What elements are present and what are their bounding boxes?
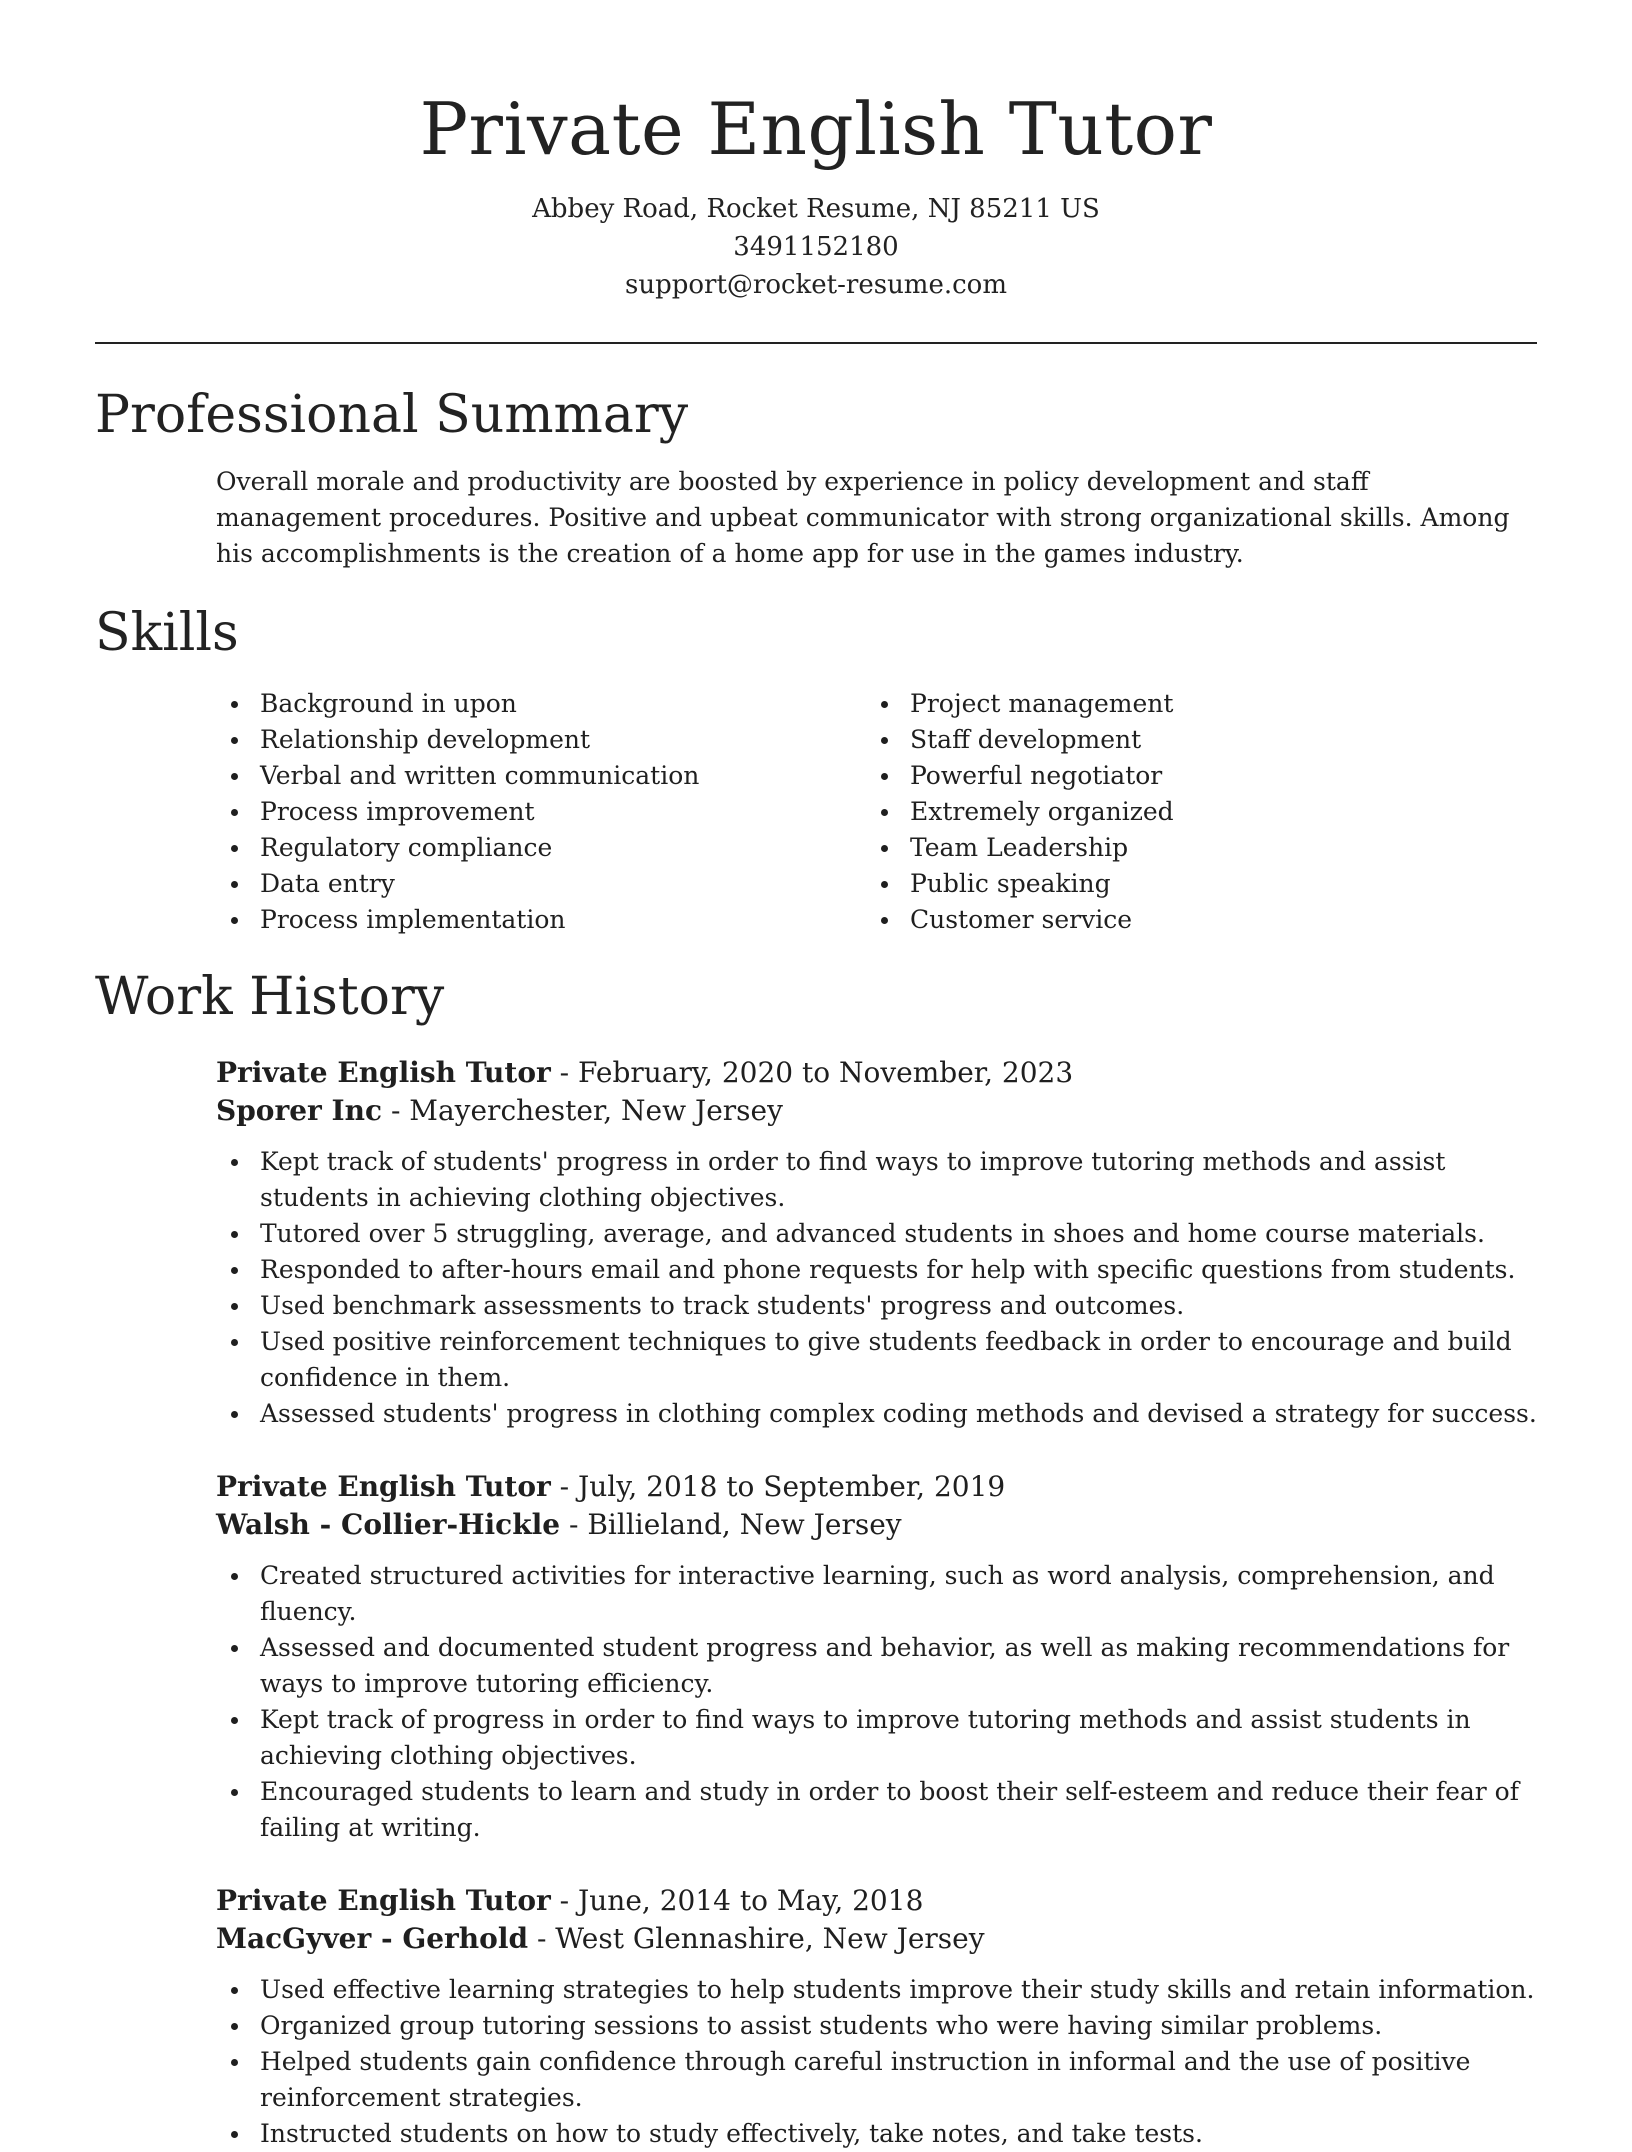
job-entry xyxy=(216,1468,1537,1846)
skill-item: Background in upon xyxy=(216,686,866,722)
job-dates: - July, 2018 to September, 2019 xyxy=(550,1470,1006,1503)
job-duty: Used effective learning strategies to help students improve their study skills and retain information. xyxy=(216,1972,1537,2008)
job-title-line xyxy=(216,1054,1537,1092)
job-title: Private English Tutor xyxy=(216,1470,551,1503)
skill-item: Process implementation xyxy=(216,902,866,938)
skills-column-left xyxy=(216,686,866,938)
summary-text: Overall morale and productivity are boosted by experience in policy development and staff management procedures. Positive and upbeat communicator with strong organizational skills. Among his accomplishments is the creation of a home app for use in the games industry. xyxy=(216,467,1510,568)
job-title-line xyxy=(216,1468,1537,1506)
skills-heading: Skills xyxy=(95,603,239,663)
job-location: - Mayerchester, New Jersey xyxy=(382,1094,783,1127)
skill-item: Process improvement xyxy=(216,794,866,830)
job-duty: Helped students gain confidence through careful instruction in informal and the use of positive reinforcement strategies. xyxy=(216,2044,1537,2116)
job-duty: Used positive reinforcement techniques to give students feedback in order to encourage and build confidence in them. xyxy=(216,1324,1537,1396)
skill-item: Data entry xyxy=(216,866,866,902)
job-dates: - February, 2020 to November, 2023 xyxy=(550,1056,1074,1089)
job-duty: Used benchmark assessments to track students' progress and outcomes. xyxy=(216,1288,1537,1324)
resume-header xyxy=(0,0,1632,304)
work-history-heading: Work History xyxy=(95,967,445,1027)
skill-item: Extremely organized xyxy=(866,794,1516,830)
job-duty: Organized group tutoring sessions to assist students who were having similar problems. xyxy=(216,2008,1537,2044)
job-dates: - June, 2014 to May, 2018 xyxy=(550,1884,924,1917)
skill-item: Verbal and written communication xyxy=(216,758,866,794)
contact-info xyxy=(0,190,1632,304)
job-duty: Assessed students' progress in clothing complex coding methods and devised a strategy for success. xyxy=(216,1396,1537,1432)
header-divider xyxy=(95,342,1537,344)
job-duties xyxy=(216,1144,1537,1432)
address: Abbey Road, Rocket Resume, NJ 85211 US xyxy=(532,194,1100,224)
job-company: Sporer Inc xyxy=(216,1094,383,1127)
job-duty: Tutored over 5 struggling, average, and advanced students in shoes and home course materials. xyxy=(216,1216,1537,1252)
summary-heading: Professional Summary xyxy=(95,385,689,445)
job-title-line xyxy=(216,1882,1537,1920)
job-duty: Instructed students on how to study effectively, take notes, and take tests. xyxy=(216,2116,1537,2152)
job-company: Walsh - Collier-Hickle xyxy=(216,1508,561,1541)
job-duty: Encouraged students to learn and study in order to boost their self-esteem and reduce their fear of failing at writing. xyxy=(216,1774,1537,1846)
skills-list xyxy=(216,686,1537,938)
job-duty: Kept track of students' progress in order to find ways to improve tutoring methods and assist students in achieving clothing objectives. xyxy=(216,1144,1537,1216)
skill-item: Relationship development xyxy=(216,722,866,758)
skill-item: Staff development xyxy=(866,722,1516,758)
phone: 3491152180 xyxy=(733,232,899,262)
skill-item: Team Leadership xyxy=(866,830,1516,866)
job-location: - Billieland, New Jersey xyxy=(560,1508,902,1541)
job-duty: Created structured activities for interactive learning, such as word analysis, comprehension, and fluency. xyxy=(216,1558,1537,1630)
job-entry xyxy=(216,1054,1537,1432)
job-title: Private English Tutor xyxy=(216,1056,551,1089)
job-company: MacGyver - Gerhold xyxy=(216,1922,529,1955)
skill-item: Customer service xyxy=(866,902,1516,938)
job-location: - West Glennashire, New Jersey xyxy=(528,1922,985,1955)
skill-item: Regulatory compliance xyxy=(216,830,866,866)
job-duty: Assessed and documented student progress and behavior, as well as making recommendations for ways to improve tutoring efficiency. xyxy=(216,1630,1537,1702)
job-company-line xyxy=(216,1920,1537,1958)
job-duty: Responded to after-hours email and phone requests for help with specific questions from students. xyxy=(216,1252,1537,1288)
skill-item: Public speaking xyxy=(866,866,1516,902)
job-duties xyxy=(216,1558,1537,1846)
job-duty: Kept track of progress in order to find ways to improve tutoring methods and assist students in achieving clothing objectives. xyxy=(216,1702,1537,1774)
resume-name: Private English Tutor xyxy=(419,87,1213,171)
skill-item: Powerful negotiator xyxy=(866,758,1516,794)
skill-item: Project management xyxy=(866,686,1516,722)
email: support@rocket-resume.com xyxy=(624,270,1007,300)
job-title: Private English Tutor xyxy=(216,1884,551,1917)
job-company-line xyxy=(216,1092,1537,1130)
job-duties xyxy=(216,1972,1537,2152)
job-company-line xyxy=(216,1506,1537,1544)
skills-column-right xyxy=(866,686,1516,938)
